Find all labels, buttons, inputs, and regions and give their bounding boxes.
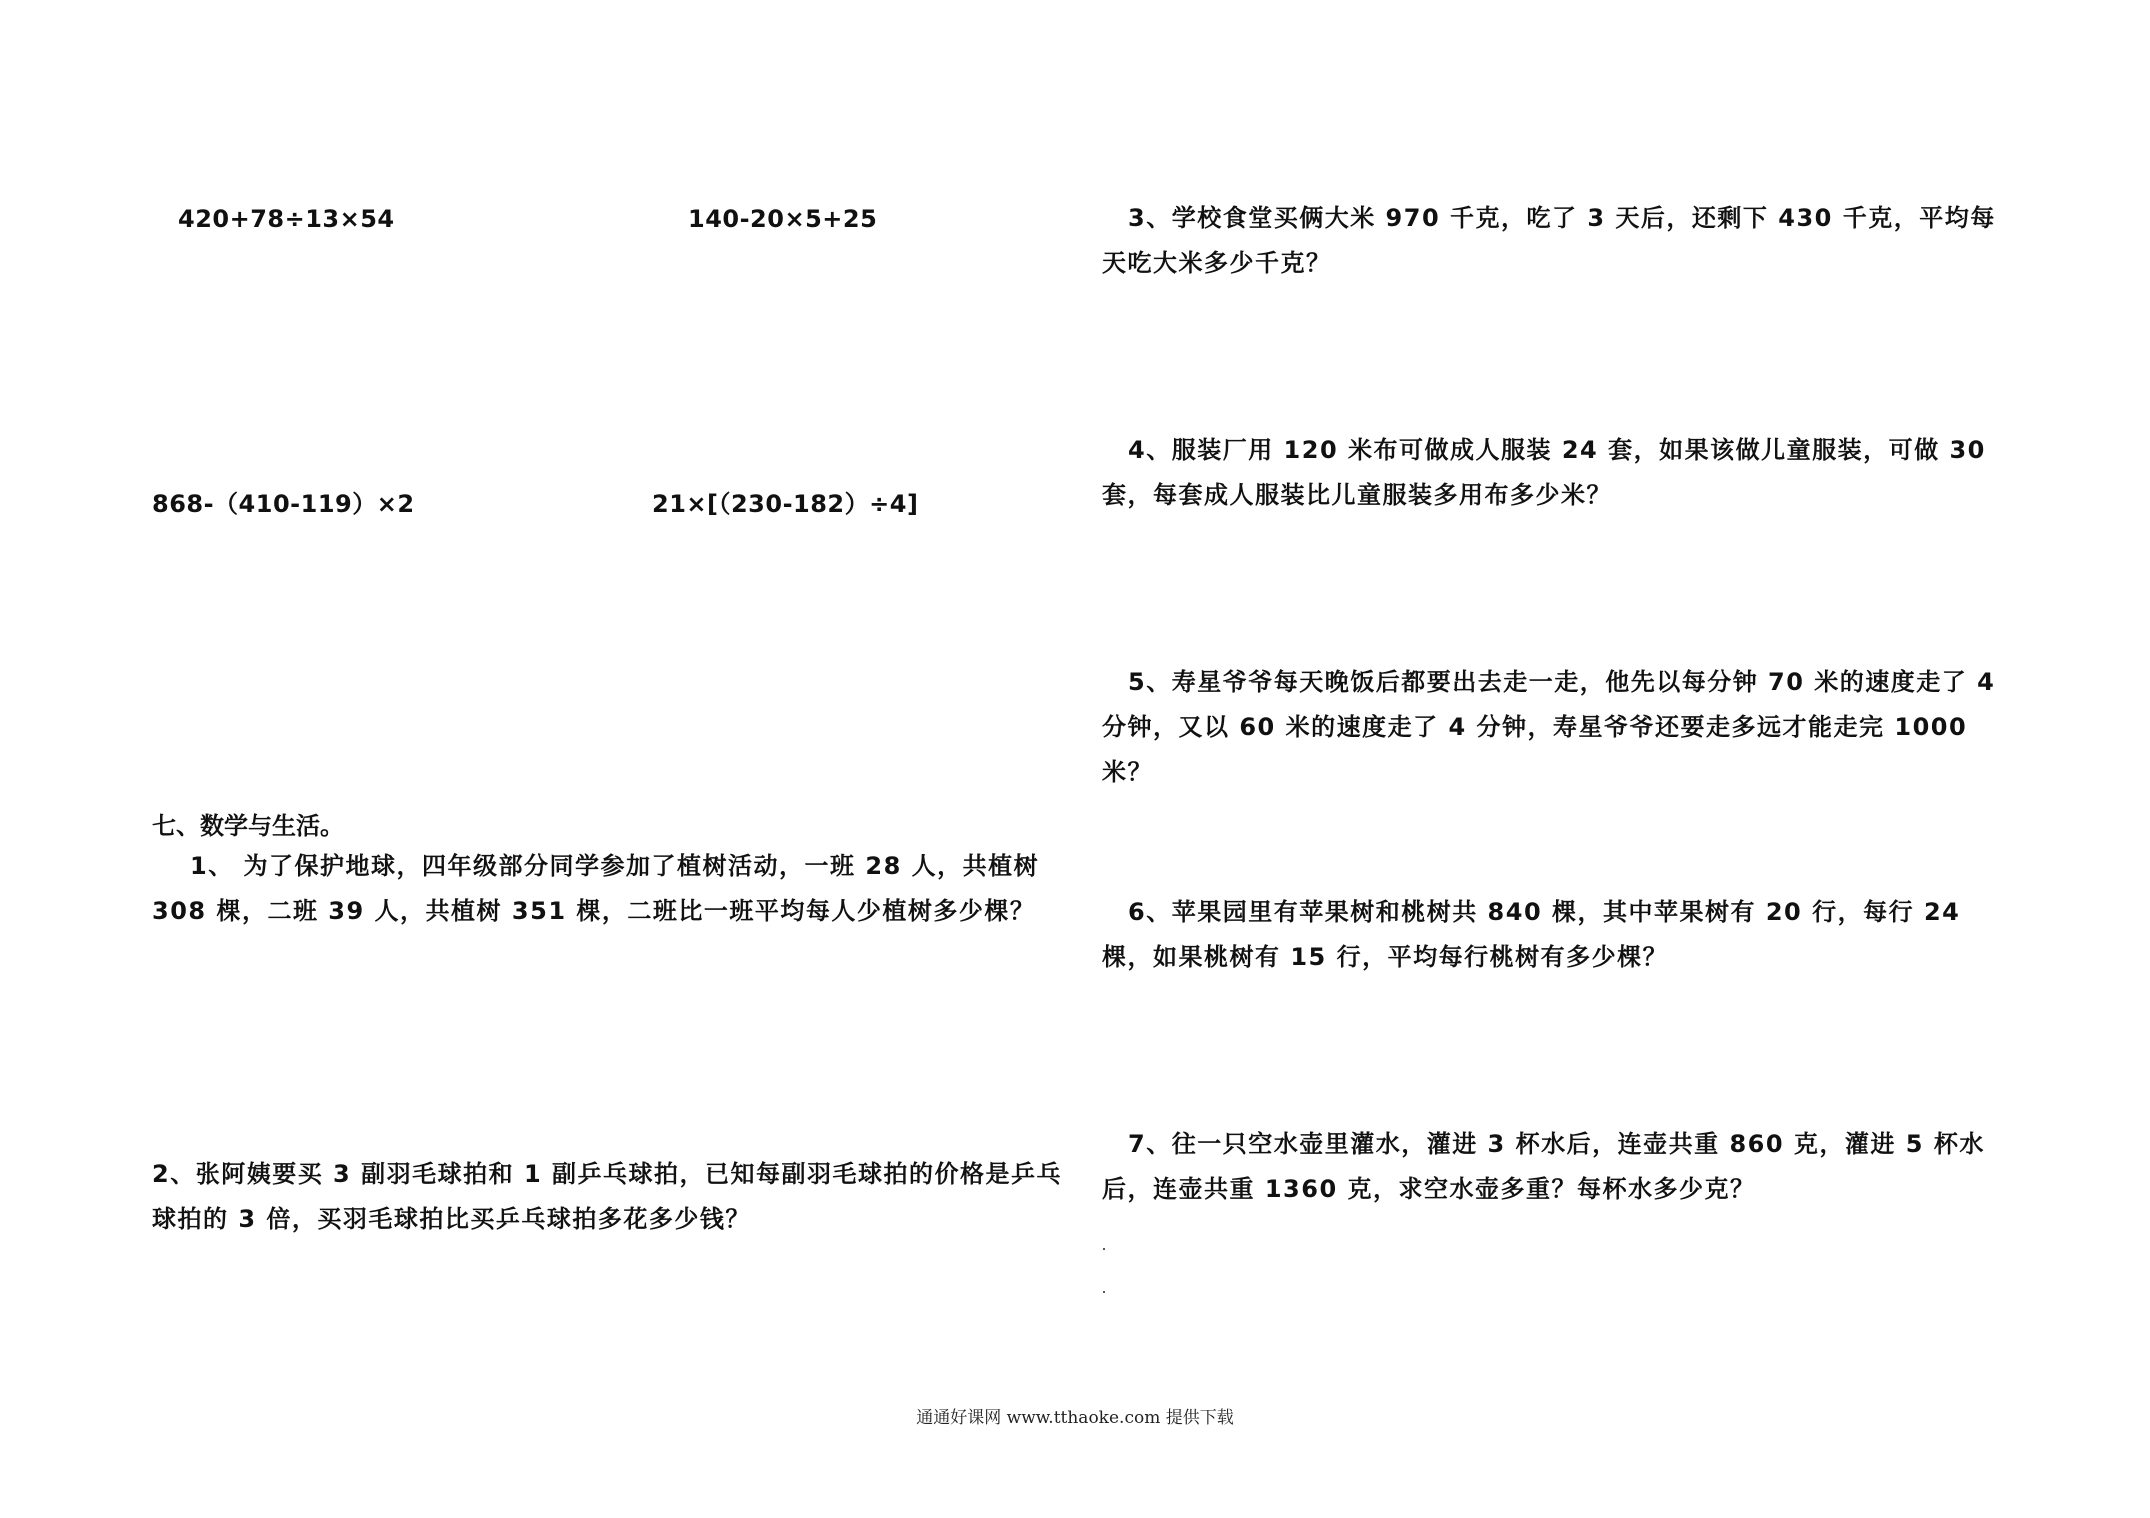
problem-5: 5、寿星爷爷每天晚饭后都要出去走一走，他先以每分钟 70 米的速度走了 4 分钟，又以 60 米的速度走了 4 分钟，寿星爷爷还要走多远才能走完 1000 米？ <box>1102 668 1996 786</box>
expression-4: 21×[（230-182）÷4] <box>652 490 919 518</box>
scan-mark <box>1103 1291 1105 1293</box>
footer-credit: 通通好课网 www.tthaoke.com 提供下载 <box>916 1408 1234 1428</box>
scan-mark <box>1103 1248 1105 1250</box>
problem-6: 6、苹果园里有苹果树和桃树共 840 棵，其中苹果树有 20 行，每行 24 棵，如果桃树有 15 行，平均每行桃树有多少棵？ <box>1102 898 1961 971</box>
problem-4: 4、服装厂用 120 米布可做成人服装 24 套，如果该做儿童服装，可做 30 套，每套成人服装比儿童服装多用布多少米？ <box>1102 436 1986 509</box>
problem-7: 7、往一只空水壶里灌水，灌进 3 杯水后，连壶共重 860 克，灌进 5 杯水后，连壶共重 1360 克，求空水壶多重？每杯水多少克？ <box>1102 1130 1985 1203</box>
section-title: 七、数学与生活。 <box>152 812 344 840</box>
expression-3: 868-（410-119）×2 <box>152 490 415 518</box>
problem-1: 1、 为了保护地球，四年级部分同学参加了植树活动，一班 28 人，共植树 308 棵，二班 39 人，共植树 351 棵，二班比一班平均每人少植树多少棵？ <box>152 852 1040 925</box>
expression-2: 140-20×5+25 <box>688 205 878 233</box>
problem-2: 2、张阿姨要买 3 副羽毛球拍和 1 副乒乓球拍，已知每副羽毛球拍的价格是乒乓球拍的 3 倍，买羽毛球拍比买乒乓球拍多花多少钱？ <box>152 1160 1063 1233</box>
expression-1: 420+78÷13×54 <box>178 205 395 233</box>
problem-3: 3、学校食堂买俩大米 970 千克，吃了 3 天后，还剩下 430 千克，平均每天吃大米多少千克？ <box>1102 204 1996 277</box>
